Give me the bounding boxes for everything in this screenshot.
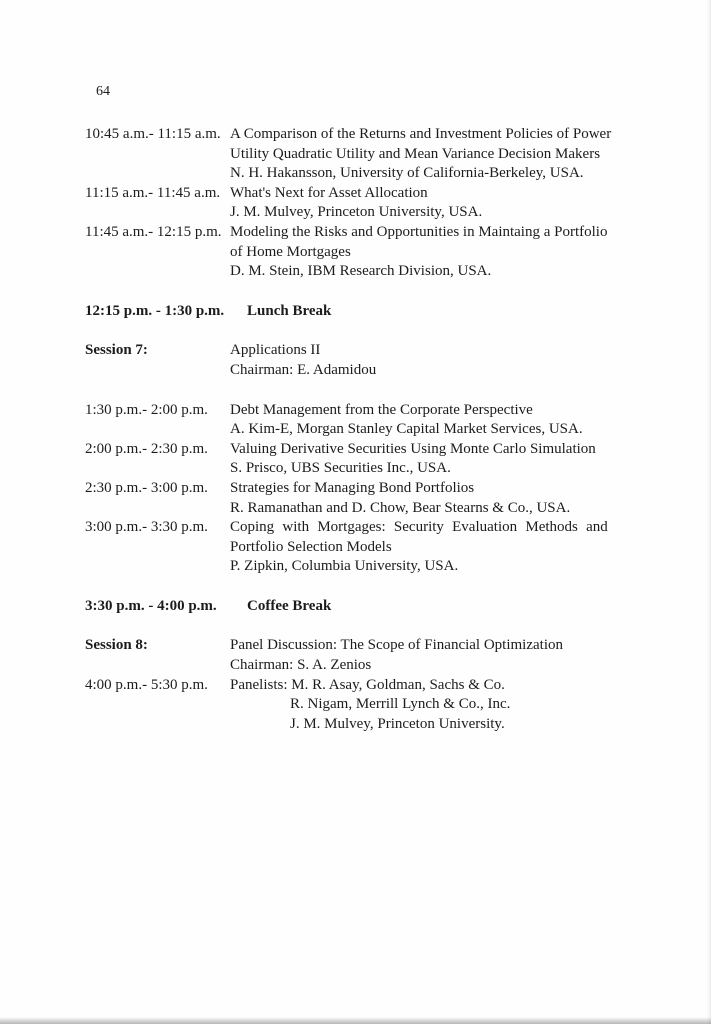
text-line: N. H. Hakansson, University of California-Berkeley, USA. — [230, 165, 584, 182]
text-line: Coffee Break — [247, 597, 332, 614]
text-line: J. M. Mulvey, Princeton University. — [290, 715, 505, 732]
text-line: Panel Discussion: The Scope of Financial Optimization — [230, 637, 564, 654]
time-label: 4:00 p.m.- 5:30 p.m. — [85, 676, 208, 693]
text-line: A. Kim-E, Morgan Stanley Capital Market Services, USA. — [230, 421, 583, 438]
time-label: 10:45 a.m.- 11:15 a.m. — [85, 126, 221, 142]
break-row — [85, 597, 617, 617]
schedule-row — [85, 440, 617, 479]
text-line: A Comparison of the Returns and Investment Policies of Power — [230, 126, 612, 142]
schedule-row — [85, 518, 617, 577]
schedule-row — [85, 479, 617, 518]
row-content — [230, 597, 617, 617]
schedule — [85, 125, 617, 734]
time-label: 2:30 p.m.- 3:00 p.m. — [85, 479, 208, 496]
text-line: S. Prisco, UBS Securities Inc., USA. — [230, 460, 451, 477]
time-label: 3:30 p.m. - 4:00 p.m. — [85, 597, 217, 614]
text-line: Utility Quadratic Utility and Mean Variance Decision Makers — [230, 145, 601, 162]
row-content — [230, 479, 617, 518]
row-content — [230, 302, 617, 322]
row-content — [230, 636, 617, 675]
row-content — [230, 223, 617, 282]
time-label: 1:30 p.m.- 2:00 p.m. — [85, 401, 208, 418]
text-line: J. M. Mulvey, Princeton University, USA. — [230, 204, 483, 221]
text-line: P. Zipkin, Columbia University, USA. — [230, 558, 459, 575]
time-label: 11:45 a.m.- 12:15 p.m. — [85, 223, 222, 240]
time-label: 3:00 p.m.- 3:30 p.m. — [85, 519, 208, 536]
row-content — [230, 125, 617, 184]
text-line: Applications II — [230, 342, 321, 359]
page-number: 64 — [96, 84, 110, 99]
schedule-row — [85, 676, 617, 735]
text-line: Chairman: S. A. Zenios — [230, 657, 372, 674]
text-line: Chairman: E. Adamidou — [230, 361, 377, 378]
session-label: Session 8: — [85, 637, 148, 654]
text-line: D. M. Stein, IBM Research Division, USA. — [230, 263, 492, 280]
text-line: What's Next for Asset Allocation — [230, 184, 428, 201]
row-content — [230, 440, 617, 479]
row-content — [230, 341, 617, 380]
text-line: Panelists: M. R. Asay, Goldman, Sachs & Co. — [230, 676, 505, 693]
text-line: of Home Mortgages — [230, 243, 351, 260]
text-line: R. Ramanathan and D. Chow, Bear Stearns & Co., USA. — [230, 499, 571, 516]
session-label: Session 7: — [85, 342, 148, 359]
row-content — [230, 518, 617, 577]
text-line: Portfolio Selection Models — [230, 538, 392, 555]
schedule-row — [85, 223, 617, 282]
time-label: 11:15 a.m.- 11:45 a.m. — [85, 184, 221, 201]
row-content — [230, 184, 617, 223]
row-content — [230, 401, 617, 440]
schedule-row — [85, 184, 617, 223]
time-label: 2:00 p.m.- 2:30 p.m. — [85, 440, 208, 457]
schedule-row — [85, 125, 617, 184]
text-line: Strategies for Managing Bond Portfolios — [230, 479, 475, 496]
session-row — [85, 341, 617, 380]
text-line: R. Nigam, Merrill Lynch & Co., Inc. — [290, 696, 511, 713]
row-content — [230, 676, 617, 735]
schedule-row — [85, 401, 617, 440]
text-line: Lunch Break — [247, 302, 332, 319]
text-line: Coping with Mortgages: Security Evaluation Methods and — [230, 519, 608, 536]
text-line: Debt Management from the Corporate Perspective — [230, 401, 533, 418]
time-label: 12:15 p.m. - 1:30 p.m. — [85, 302, 225, 319]
break-row — [85, 302, 617, 322]
session-row — [85, 636, 617, 675]
text-line: Valuing Derivative Securities Using Monte Carlo Simulation — [230, 440, 596, 457]
text-line: Modeling the Risks and Opportunities in Maintaing a Portfolio — [230, 223, 608, 240]
